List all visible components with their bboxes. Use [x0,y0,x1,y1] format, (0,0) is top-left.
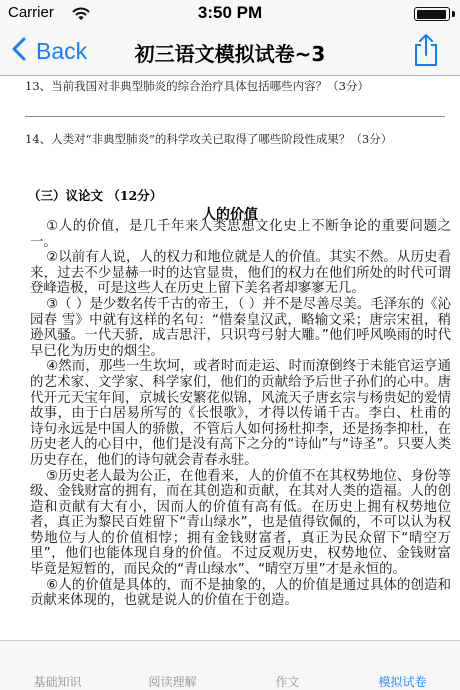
battery-icon [414,7,450,21]
share-icon[interactable] [412,33,440,71]
essay-body [30,219,451,609]
status-bar [0,0,460,26]
essay-paragraph: ④然而，那些一生坎坷，或者时而走运、时而潦倒终于未能官运亨通的艺术家、文学家、科学家们，他们的贡献给予后世子孙们的心中。唐代开元天宝年间，京城长安繁花似锦，风流天子唐玄宗与杨贵妃的爱情故事，由于白居易所写的《长恨歌》，才得以传诵千古。李白、杜甫的诗句永远是中国人的骄傲，不管后人如何扬杜抑李，还是扬李抑杜，在历史老人的心目中，他们是没有高下之分的“诗仙”与“诗圣”。只要人类历史存在，他们的诗句就会青春永驻。 [30,359,451,468]
carrier-label: Carrier [8,4,54,21]
document-content[interactable] [0,76,460,640]
tab-composition[interactable]: 作文 [275,675,300,689]
essay-paragraph: ⑥人的价值是具体的，而不是抽象的，人的价值是通过具体的创造和贡献来体现的，也就是说人的价值在于创造。 [30,577,451,609]
back-label: Back [36,37,88,64]
battery-level [417,10,446,19]
back-button[interactable] [12,34,87,68]
essay-paragraph: ②以前有人说，人的权力和地位就是人的价值。其实不然。从历史看来，过去不少显赫一时的达官显贵，他们的权力在他们所处的时代可谓登峰造极，可是这些人在历史上留下美名者却寥寥无几。 [30,250,451,297]
tab-mock-exams[interactable]: 模拟试卷 [378,675,427,689]
tab-reading-comprehension[interactable]: 阅读理解 [148,675,197,689]
question-14: 14、人类对“非典型肺炎”的科学攻关已取得了哪些阶段性成果？（3分） [25,132,393,146]
answer-line [25,116,445,117]
essay-title: 人的价值 [202,207,258,223]
essay-paragraph: ⑤历史老人最为公正，在他看来，人的价值不在其权势地位、身份等级、金钱财富的拥有，而在其创造和贡献，在其对人类的造福。人的创造和贡献有大有小，因而人的价值有高有低。在历史上拥有权势地位者，真正为黎民百姓留下“青山绿水”，也是值得钦佩的，不可以认为权势地位与人的价值相悖；拥有金钱财富者，真正为民众留下“晴空万里”，他们也能体现自身的价值。不过反观历史，权势地位、金钱财富毕竟是短暂的，而民众的“青山绿水”、“晴空万里”才是永恒的。 [30,468,451,578]
navigation-bar [0,26,460,76]
essay-paragraph: ③（ ）是少数名传千古的帝王，（ ）并不是尽善尽美。毛泽东的《沁园春 雪》中就有这样的名句：“惜秦皇汉武，略输文采；唐宗宋祖，稍逊风骚。一代天骄，成吉思汗，只识弯弓射大雕。”他们呼风唤雨的时代早已化为历史的烟尘。 [30,296,451,359]
page-title: 初三语文模拟试卷~3 [134,42,326,66]
status-time: 3:50 PM [197,3,263,22]
chevron-left-icon [12,37,26,65]
tab-basic-knowledge[interactable]: 基础知识 [33,675,82,689]
question-13: 13、当前我国对非典型肺炎的综合治疗具体包括哪些内容？（3分） [25,79,369,93]
battery-tip [452,11,455,17]
essay-paragraph: ①人的价值，是几千年来人类思想文化史上不断争论的重要问题之一。 [30,219,451,250]
tab-bar [0,640,460,690]
section-label: （三）议论文 （12分） [28,188,163,203]
